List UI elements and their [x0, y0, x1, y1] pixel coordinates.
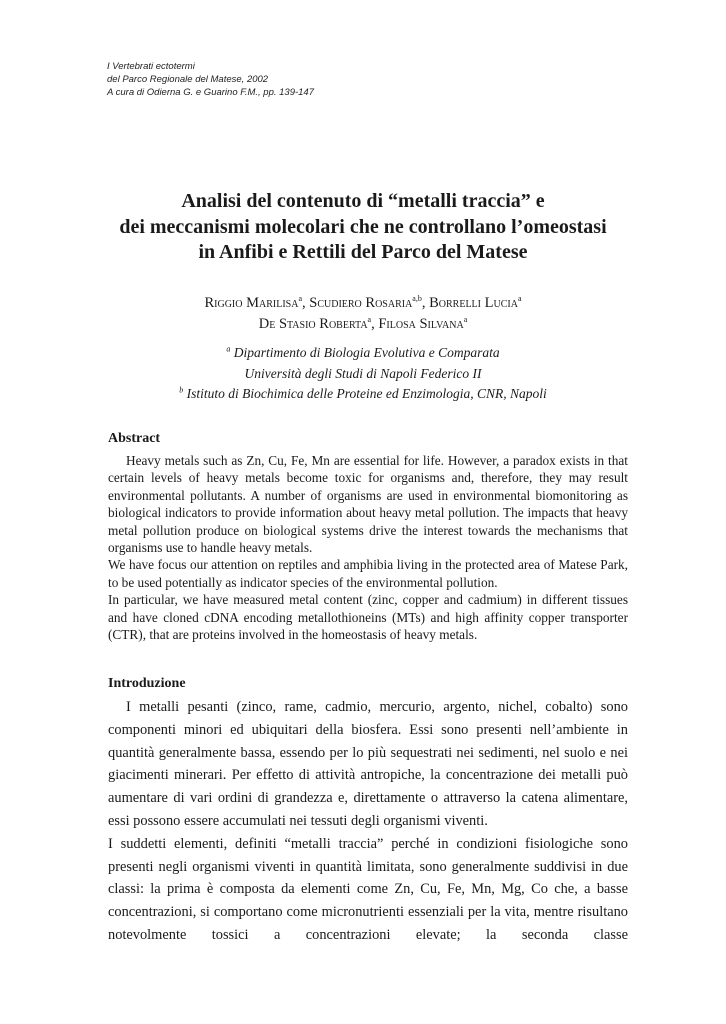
author-name: Scudiero Rosaria [309, 295, 413, 311]
author-name: Riggio Marilisa [204, 295, 299, 311]
introduction-paragraph-1: I metalli pesanti (zinco, rame, cadmio, mercurio, argento, nichel, cobalto) sono componenti minori ed ubiquitari della biosfera. Essi sono presenti nell’ambiente in quantità generalmente bassa, essendo per lo più sequestrati nei sedimenti, nel suolo e nei giacimenti minerari. Per effetto di attività antropiche, la concentrazione dei metalli può aumentare di vari ordini di grandezza e, direttamente o attraverso la catena alimentare, essi possono essere accumulati nei tessuti degli organismi viventi. [108, 699, 628, 829]
affiliations [60, 343, 666, 405]
author-separator: , [302, 295, 310, 311]
author-name: Filosa Silvana [378, 316, 464, 332]
author-separator: , [421, 295, 430, 311]
affiliation-mark: b [179, 385, 184, 395]
header-line-2: del Parco Regionale del Matese, 2002 [107, 74, 269, 85]
affiliation-text: Dipartimento di Biologia Evolutiva e Comparata [233, 345, 500, 360]
author-affiliation-mark: a [463, 315, 468, 325]
author-affiliation-mark: a [367, 315, 372, 325]
introduction-paragraph-2: I suddetti elementi, definiti “metalli traccia” perché in condizioni fisiologiche sono presenti negli organismi viventi in quantità limitata, sono generalmente suddivisi in due classi: la prima è composta da elementi come Zn, Cu, Fe, Mn, Mg, Co che, a basse concentrazioni, si comportano come micronutrienti essenziali per la vita, mentre risultano notevolmente tossici a concentrazioni elevate; la seconda classe [108, 835, 628, 943]
title-line-2: dei meccanismi molecolari che ne controllano l’omeostasi [119, 215, 607, 238]
author-separator: , [371, 316, 379, 332]
introduction-heading: Introduzione [108, 676, 186, 691]
affiliation-a-line-2: Università degli Studi di Napoli Federico II [244, 365, 482, 381]
header-line-1: I Vertebrati ectotermi [107, 61, 195, 72]
author-affiliation-mark: a,b [412, 294, 422, 304]
author-name: Borrelli Lucia [429, 295, 518, 311]
author-line-1 [60, 293, 666, 314]
introduction-body [108, 696, 628, 947]
running-header [107, 60, 314, 99]
affiliation-a-line-1 [60, 343, 666, 364]
affiliation-text: Istituto di Biochimica delle Proteine ed Enzimologia, CNR, Napoli [186, 386, 547, 401]
abstract-paragraph-3: In particular, we have measured metal content (zinc, copper and cadmium) in different tissues and have cloned cDNA encoding metallothioneins (MTs) and high affinity copper transporter (CTR), that are proteins involved in the homeostasis of heavy metals. [108, 592, 628, 643]
author-affiliation-mark: a [517, 294, 522, 304]
author-line-2 [60, 314, 666, 335]
author-name: De Stasio Roberta [258, 316, 368, 332]
abstract-paragraph-2: We have focus our attention on reptiles and amphibia living in the protected area of Matese Park, to be used potentially as indicator species of the environmental pollution. [108, 557, 628, 590]
affiliation-b-line-1 [60, 384, 666, 405]
abstract-heading: Abstract [108, 431, 161, 446]
paper-title [60, 189, 666, 266]
affiliation-mark: a [226, 344, 231, 354]
abstract-paragraph-1: Heavy metals such as Zn, Cu, Fe, Mn are essential for life. However, a paradox exists in that certain levels of heavy metals become toxic for organisms and, therefore, they may result environmental pollutants. A number of organisms are used in environmental biomonitoring as biological indicators to provide information about heavy metal pollution. The impacts that heavy metal pollution produce on biological systems drive the interest towards the mechanisms that organisms use to handle heavy metals. [108, 453, 628, 556]
author-list [60, 293, 666, 335]
title-line-3: in Anfibi e Rettili del Parco del Matese [198, 241, 528, 263]
header-line-3: A cura di Odierna G. e Guarino F.M., pp. 139-147 [107, 87, 315, 98]
abstract-body [108, 452, 628, 643]
title-line-1: Analisi del contenuto di “metalli traccia” e [181, 190, 545, 212]
author-affiliation-mark: a [298, 294, 303, 304]
